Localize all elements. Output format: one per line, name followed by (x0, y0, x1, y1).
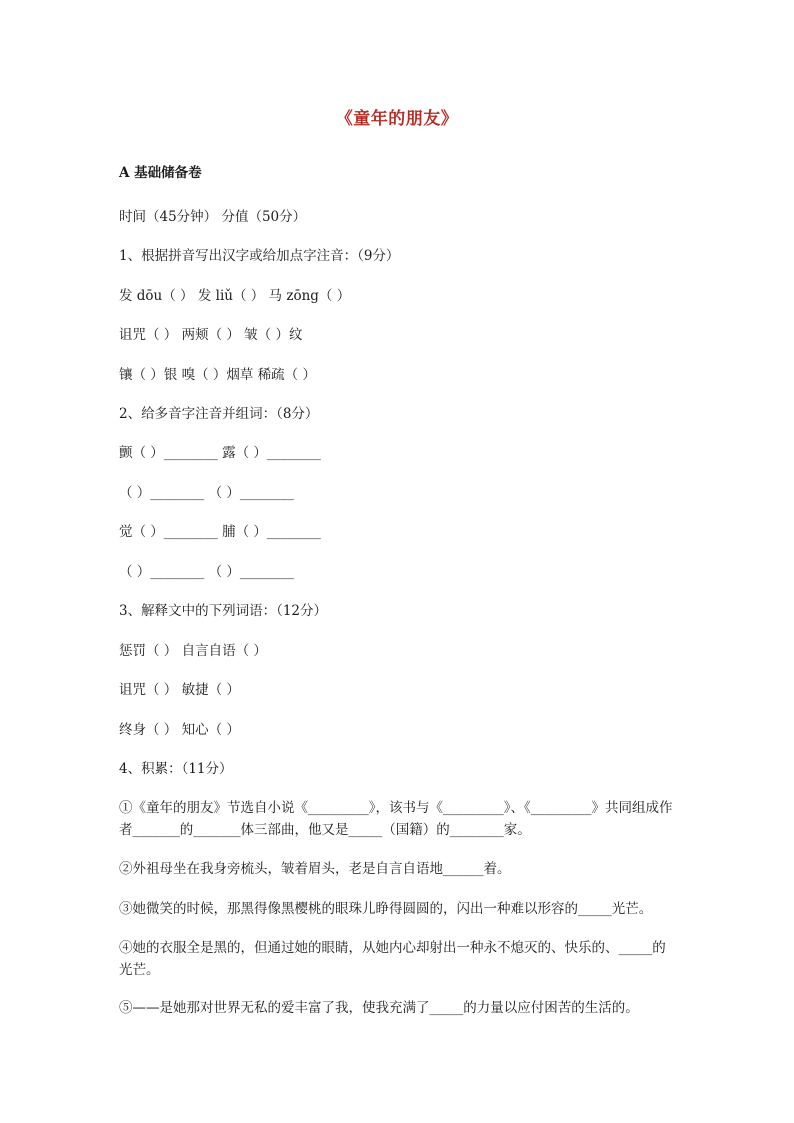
question-2-line: 觉（ ）________ 脯（ ）________ (119, 524, 321, 540)
question-4-heading: 4、积累：（11分） (119, 761, 233, 777)
document-title: 《童年的朋友》 (335, 109, 459, 129)
question-4-item: ②外祖母坐在我身旁梳头，皱着眉头，老是自言自语地______着。 (119, 861, 511, 877)
question-2-line: （ ）________ （ ）________ (119, 564, 294, 580)
question-1-line: 发 dōu（ ） 发 liǔ（ ） 马 zōng（ ） (119, 288, 351, 304)
question-3-line: 惩罚（ ） 自言自语（ ） (119, 643, 267, 659)
question-3-heading: 3、解释文中的下列词语：（12分） (119, 603, 328, 619)
question-2-line: （ ）________ （ ）________ (119, 485, 294, 501)
question-4-item: ①《童年的朋友》节选自小说《_________》，该书与《_________》、《_________》共同组成作者_______的_______体三部曲，他又是_____（国籍）的________家。 (119, 800, 673, 838)
exam-meta: 时间（45分钟） 分值（50分） (119, 209, 307, 225)
question-3-line: 终身（ ） 知心（ ） (119, 722, 240, 738)
question-2-line: 颤（ ）________ 露（ ）________ (119, 445, 321, 461)
section-heading: A 基础储备卷 (119, 165, 202, 181)
question-4-item: ④她的衣服全是黑的，但通过她的眼睛，从她内心却射出一种永不熄灭的、快乐的、_____的光芒。 (119, 940, 666, 978)
question-1-heading: 1、根据拼音写出汉字或给加点字注音：（9分） (119, 248, 400, 264)
question-4-item: ③她微笑的时候，那黑得像黑樱桃的眼珠儿睁得圆圆的，闪出一种难以形容的_____光芒。 (119, 901, 653, 917)
question-3-line: 诅咒（ ） 敏捷（ ） (119, 682, 240, 698)
question-4-item: ⑤——是她那对世界无私的爱丰富了我，使我充满了_____的力量以应付困苦的生活的。 (119, 1000, 639, 1016)
question-1-line: 镶（ ）银 嗅（ ）烟草 稀疏（ ） (119, 367, 316, 383)
question-1-line: 诅咒（ ） 两颊（ ） 皱（ ）纹 (119, 327, 303, 343)
question-2-heading: 2、给多音字注音并组词：（8分） (119, 406, 319, 422)
